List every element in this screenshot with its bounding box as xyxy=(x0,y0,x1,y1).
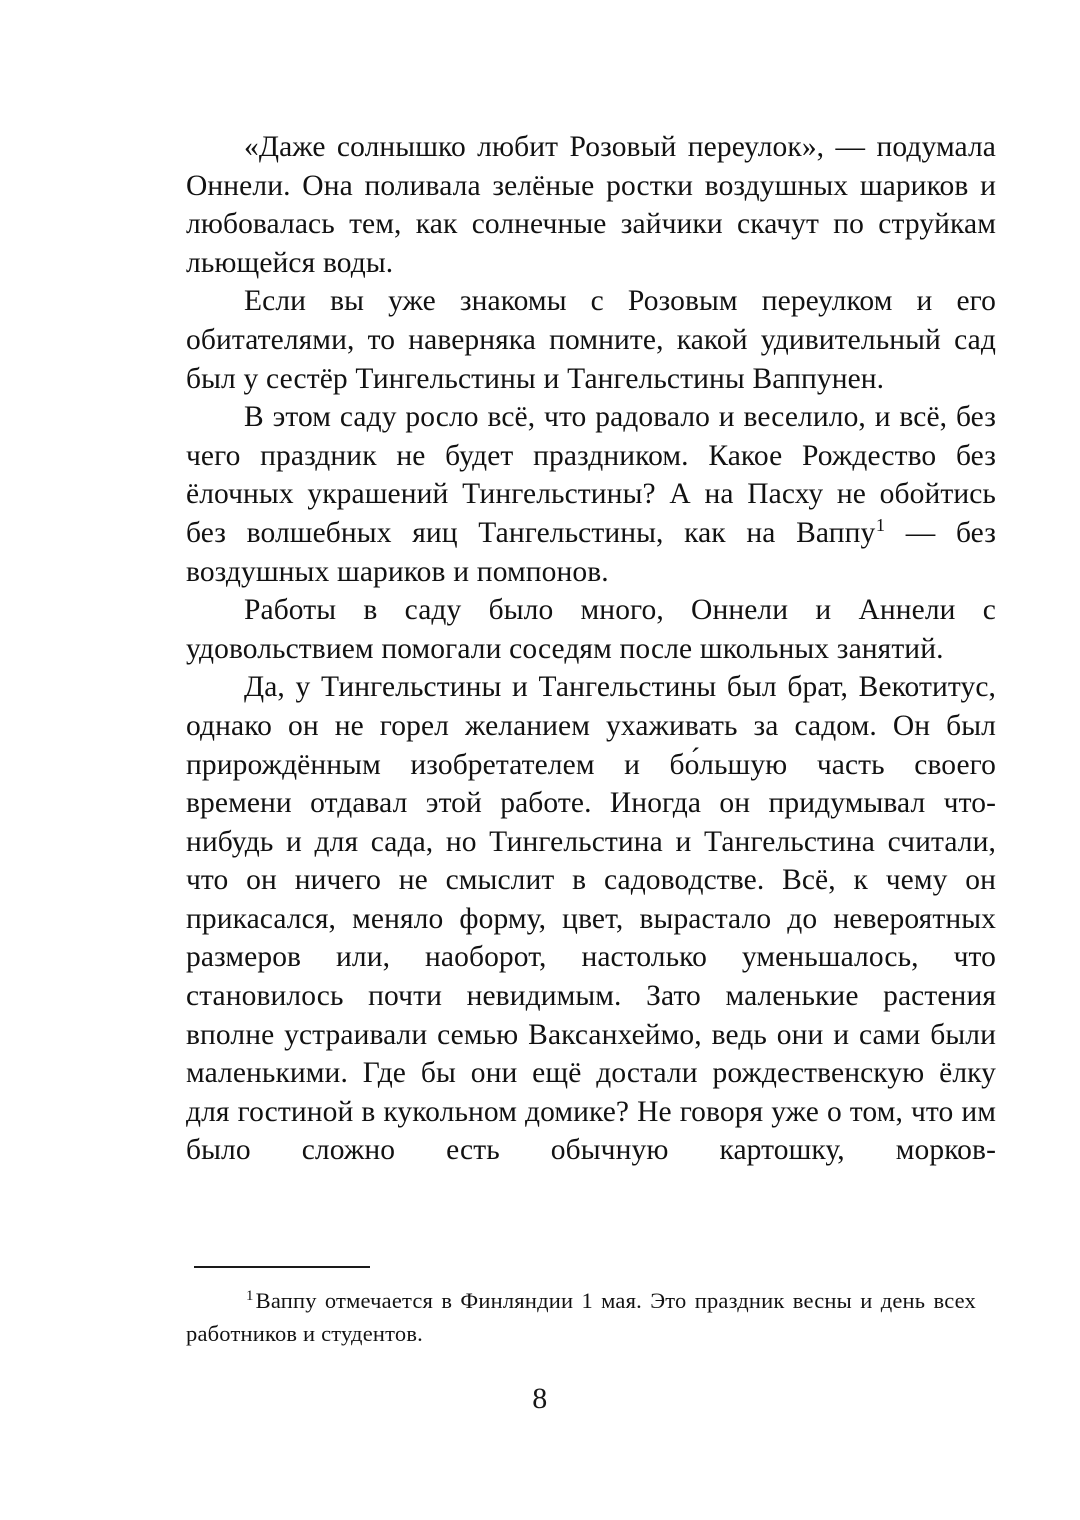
footnote-number: 1 xyxy=(246,1287,254,1304)
paragraph-5: Да, у Тингельстины и Тангельстины был брат, Векотитус, однако он не горел желанием ухаживать за садом. Он был прирождённым изобретателем и бо́льшую часть своего времени отдавал этой работе. Иногда он придумывал что-нибудь и для сада, но Тингельстина и Тангельстина считали, что он ничего не смыслит в садоводстве. Всё, к чему он прикасался, меняло форму, цвет, вырастало до невероятных размеров или, наоборот, настолько уменьшалось, что становилось почти невидимым. Зато маленькие растения вполне устраивали семью Ваксанхеймо, ведь они и сами были маленькими. Где бы они ещё достали рождественскую ёлку для гостиной в кукольном домике? Не говоря уже о том, что им было сложно есть обычную картошку, морков- xyxy=(186,671,996,1167)
footnote-separator-rule xyxy=(194,1266,370,1268)
paragraph-3-text-after-footnote-ref: — без воздушных шариков и помпонов. xyxy=(186,516,996,588)
paragraph-3-text-before-footnote-ref: В этом саду росло всё, что радовало и веселило, и всё, без чего праздник не будет праздником. Какое Рождество без ёлочных украшений Тингельстины? А на Пасху не обойтись без волшебных яиц Тангельстины, как на Ваппу xyxy=(186,401,996,549)
footnote-reference-marker[interactable]: 1 xyxy=(875,515,886,536)
footnote-block xyxy=(186,1284,976,1350)
page-number: 8 xyxy=(532,1382,548,1415)
paragraph-4: Работы в саду было много, Оннели и Аннели с удовольствием помогали соседям после школьных занятий. xyxy=(186,594,996,665)
footnote-1 xyxy=(186,1284,976,1350)
paragraph-3 xyxy=(186,398,996,591)
body-text-block xyxy=(186,128,996,1170)
paragraph-2: Если вы уже знакомы с Розовым переулком и его обитателями, то наверняка помните, какой удивительный сад был у сестёр Тингельстины и Тангельстины Ваппунен. xyxy=(186,285,996,395)
footnote-text: Ваппу отмечается в Финляндии 1 мая. Это праздник весны и день всех работников и студентов. xyxy=(186,1288,976,1346)
paragraph-1: «Даже солнышко любит Розовый переулок», — подумала Оннели. Она поливала зелёные ростки воздушных шариков и любовалась тем, как солнечные зайчики скачут по струйкам льющейся воды. xyxy=(186,131,996,279)
